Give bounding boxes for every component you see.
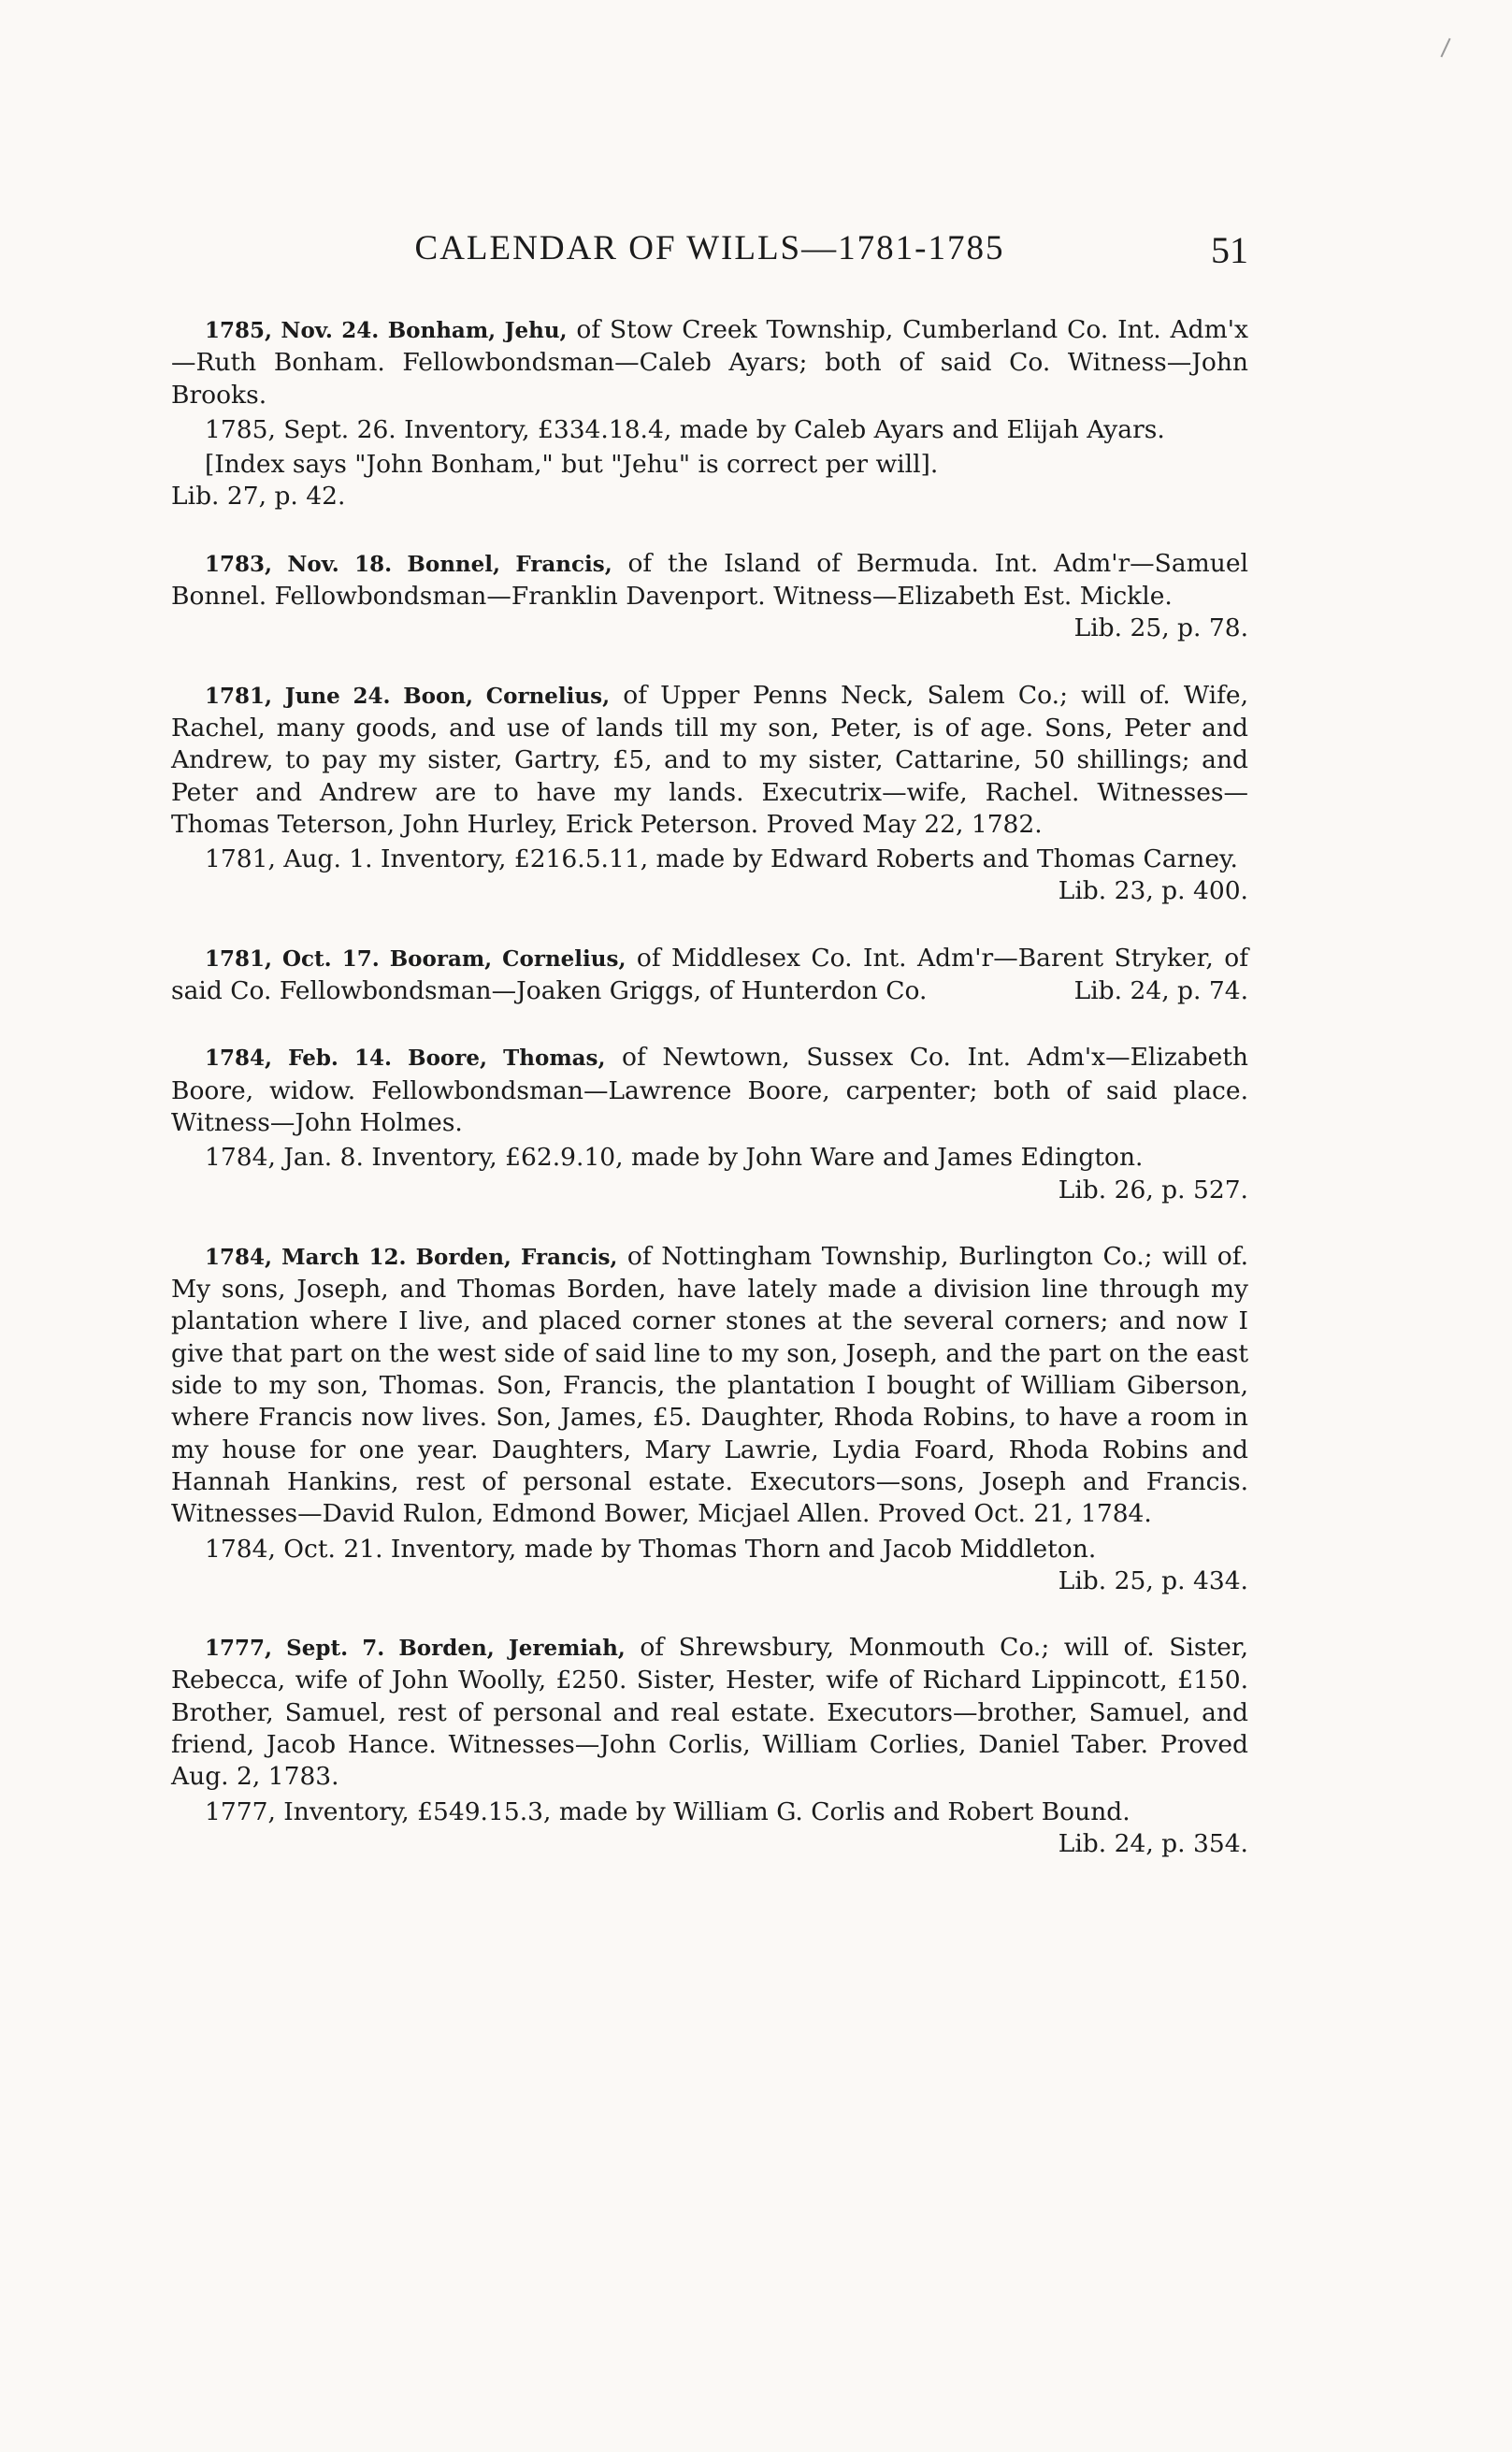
entry-borden-jeremiah	[171, 1632, 1248, 1860]
entry-boon-cornelius	[171, 680, 1248, 908]
entry-heading: 1781, June 24. Boon, Cornelius,	[205, 683, 611, 709]
entry-heading: 1785, Nov. 24. Bonham, Jehu,	[205, 318, 568, 343]
corner-mark	[1440, 38, 1450, 58]
entry-text: of Stow Creek Township, Cumberland Co. Int. Adm'x—Ruth Bonham. Fellowbondsman—Caleb Ayars; both of said Co. Witness—John Brooks.	[171, 315, 1248, 410]
entry-text: of the Island of Bermuda. Int. Adm'r—Samuel Bonnel. Fellowbondsman—Franklin Davenport. Witness—Elizabeth Est. Mickle.	[171, 548, 1248, 612]
entry-text: of Middlesex Co. Int. Adm'r—Barent Stryker, of said Co. Fellowbondsman—Joaken Griggs, of Hunterdon Co.	[171, 943, 1249, 1006]
entry-paragraph	[171, 314, 1248, 411]
entry-bonham-jehu	[171, 314, 1248, 513]
lib-reference: Lib. 24, p. 354.	[1058, 1828, 1248, 1858]
entry-heading: 1784, Feb. 14. Boore, Thomas,	[205, 1046, 606, 1072]
inventory-text: 1784, Oct. 21. Inventory, made by Thomas Thorn and Jacob Middleton.	[205, 1534, 1097, 1564]
inventory-text: 1781, Aug. 1. Inventory, £216.5.11, made by Edward Roberts and Thomas Carney.	[205, 844, 1238, 874]
entry-paragraph	[171, 680, 1248, 841]
entry-paragraph	[171, 1632, 1248, 1793]
running-title: CALENDAR OF WILLS—1781-1785	[414, 229, 1005, 267]
entry-heading: 1783, Nov. 18. Bonnel, Francis,	[205, 551, 612, 577]
inventory-paragraph: 1785, Sept. 26. Inventory, £334.18.4, made by Caleb Ayars and Elijah Ayars.	[205, 414, 1165, 444]
entry-text: of Nottingham Township, Burlington Co.; will of. My sons, Joseph, and Thomas Borden, have lately made a division line through my plantation where I live, and placed corner stones at the several corners; and now I give that part on the west side of said line to my son, Joseph, and the part on the east side to my son, Thomas. Son, Francis, the plantation I bought of William Giberson, where Francis now lives. Son, James, £5. Daughter, Rhoda Robins, to have a room in my house for one year. Daughters, Mary Lawrie, Lydia Foard, Rhoda Robins and Hannah Hankins, rest of personal estate. Executors—sons, Joseph and Francis. Witnesses—David Rulon, Edmond Bower, Micjael Allen. Proved Oct. 21, 1784.	[171, 1241, 1248, 1529]
inventory-paragraph	[171, 844, 1248, 906]
inventory-paragraph	[171, 1796, 1248, 1858]
lib-reference: Lib. 25, p. 434.	[1058, 1565, 1248, 1595]
entry-booram-cornelius	[171, 943, 1248, 1008]
entry-boore-thomas	[171, 1042, 1248, 1205]
entry-paragraph	[171, 548, 1248, 643]
inventory-text: 1784, Jan. 8. Inventory, £62.9.10, made by John Ware and James Edington.	[205, 1143, 1144, 1173]
page-number: 51	[1211, 229, 1248, 271]
entry-text: of Upper Penns Neck, Salem Co.; will of. Wife, Rachel, many goods, and use of lands till my son, Peter, is of age. Sons, Peter and Andrew, to pay my sister, Gartry, £5, and to my sister, Cattarine, 50 shillings; and Peter and Andrew are to have my lands. Executrix—wife, Rachel. Witnesses—Thomas Teterson, John Hurley, Erick Peterson. Proved May 22, 1782.	[171, 680, 1248, 839]
lib-reference: Lib. 24, p. 74.	[1073, 976, 1248, 1006]
lib-reference: Lib. 26, p. 527.	[1058, 1175, 1248, 1204]
entry-paragraph	[171, 1241, 1248, 1531]
entries	[171, 314, 1248, 1895]
note-paragraph: [Index says "John Bonham," but "Jehu" is correct per will].	[205, 450, 939, 480]
entry-text: of Shrewsbury, Monmouth Co.; will of. Sister, Rebecca, wife of John Woolly, £250. Sister, Hester, wife of Richard Lippincott, £150. Brother, Samuel, rest of personal and real estate. Executors—brother, Samuel, and friend, Jacob Hance. Witnesses—John Corlis, William Corlies, Daniel Taber. Proved Aug. 2, 1783.	[171, 1633, 1248, 1792]
entry-heading: 1781, Oct. 17. Booram, Cornelius,	[205, 945, 626, 972]
entry-paragraph	[171, 1042, 1248, 1139]
lib-reference: Lib. 27, p. 42.	[171, 482, 346, 512]
entry-heading: 1784, March 12. Borden, Francis,	[205, 1244, 618, 1270]
entry-text: of Newtown, Sussex Co. Int. Adm'x—Elizabeth Boore, widow. Fellowbondsman—Lawrence Boore, carpenter; both of said place. Witness—John Holmes.	[171, 1043, 1248, 1137]
lib-reference: Lib. 25, p. 78.	[1073, 613, 1248, 643]
entry-bonnel-francis	[171, 548, 1248, 645]
entry-heading: 1777, Sept. 7. Borden, Jeremiah,	[205, 1636, 626, 1662]
inventory-paragraph	[171, 1534, 1248, 1595]
entry-borden-francis	[171, 1241, 1248, 1597]
inventory-paragraph	[171, 1142, 1248, 1204]
running-head	[171, 228, 1248, 284]
inventory-text: 1777, Inventory, £549.15.3, made by William G. Corlis and Robert Bound.	[205, 1796, 1130, 1826]
lib-reference: Lib. 23, p. 400.	[1058, 876, 1248, 906]
entry-paragraph	[171, 943, 1248, 1008]
